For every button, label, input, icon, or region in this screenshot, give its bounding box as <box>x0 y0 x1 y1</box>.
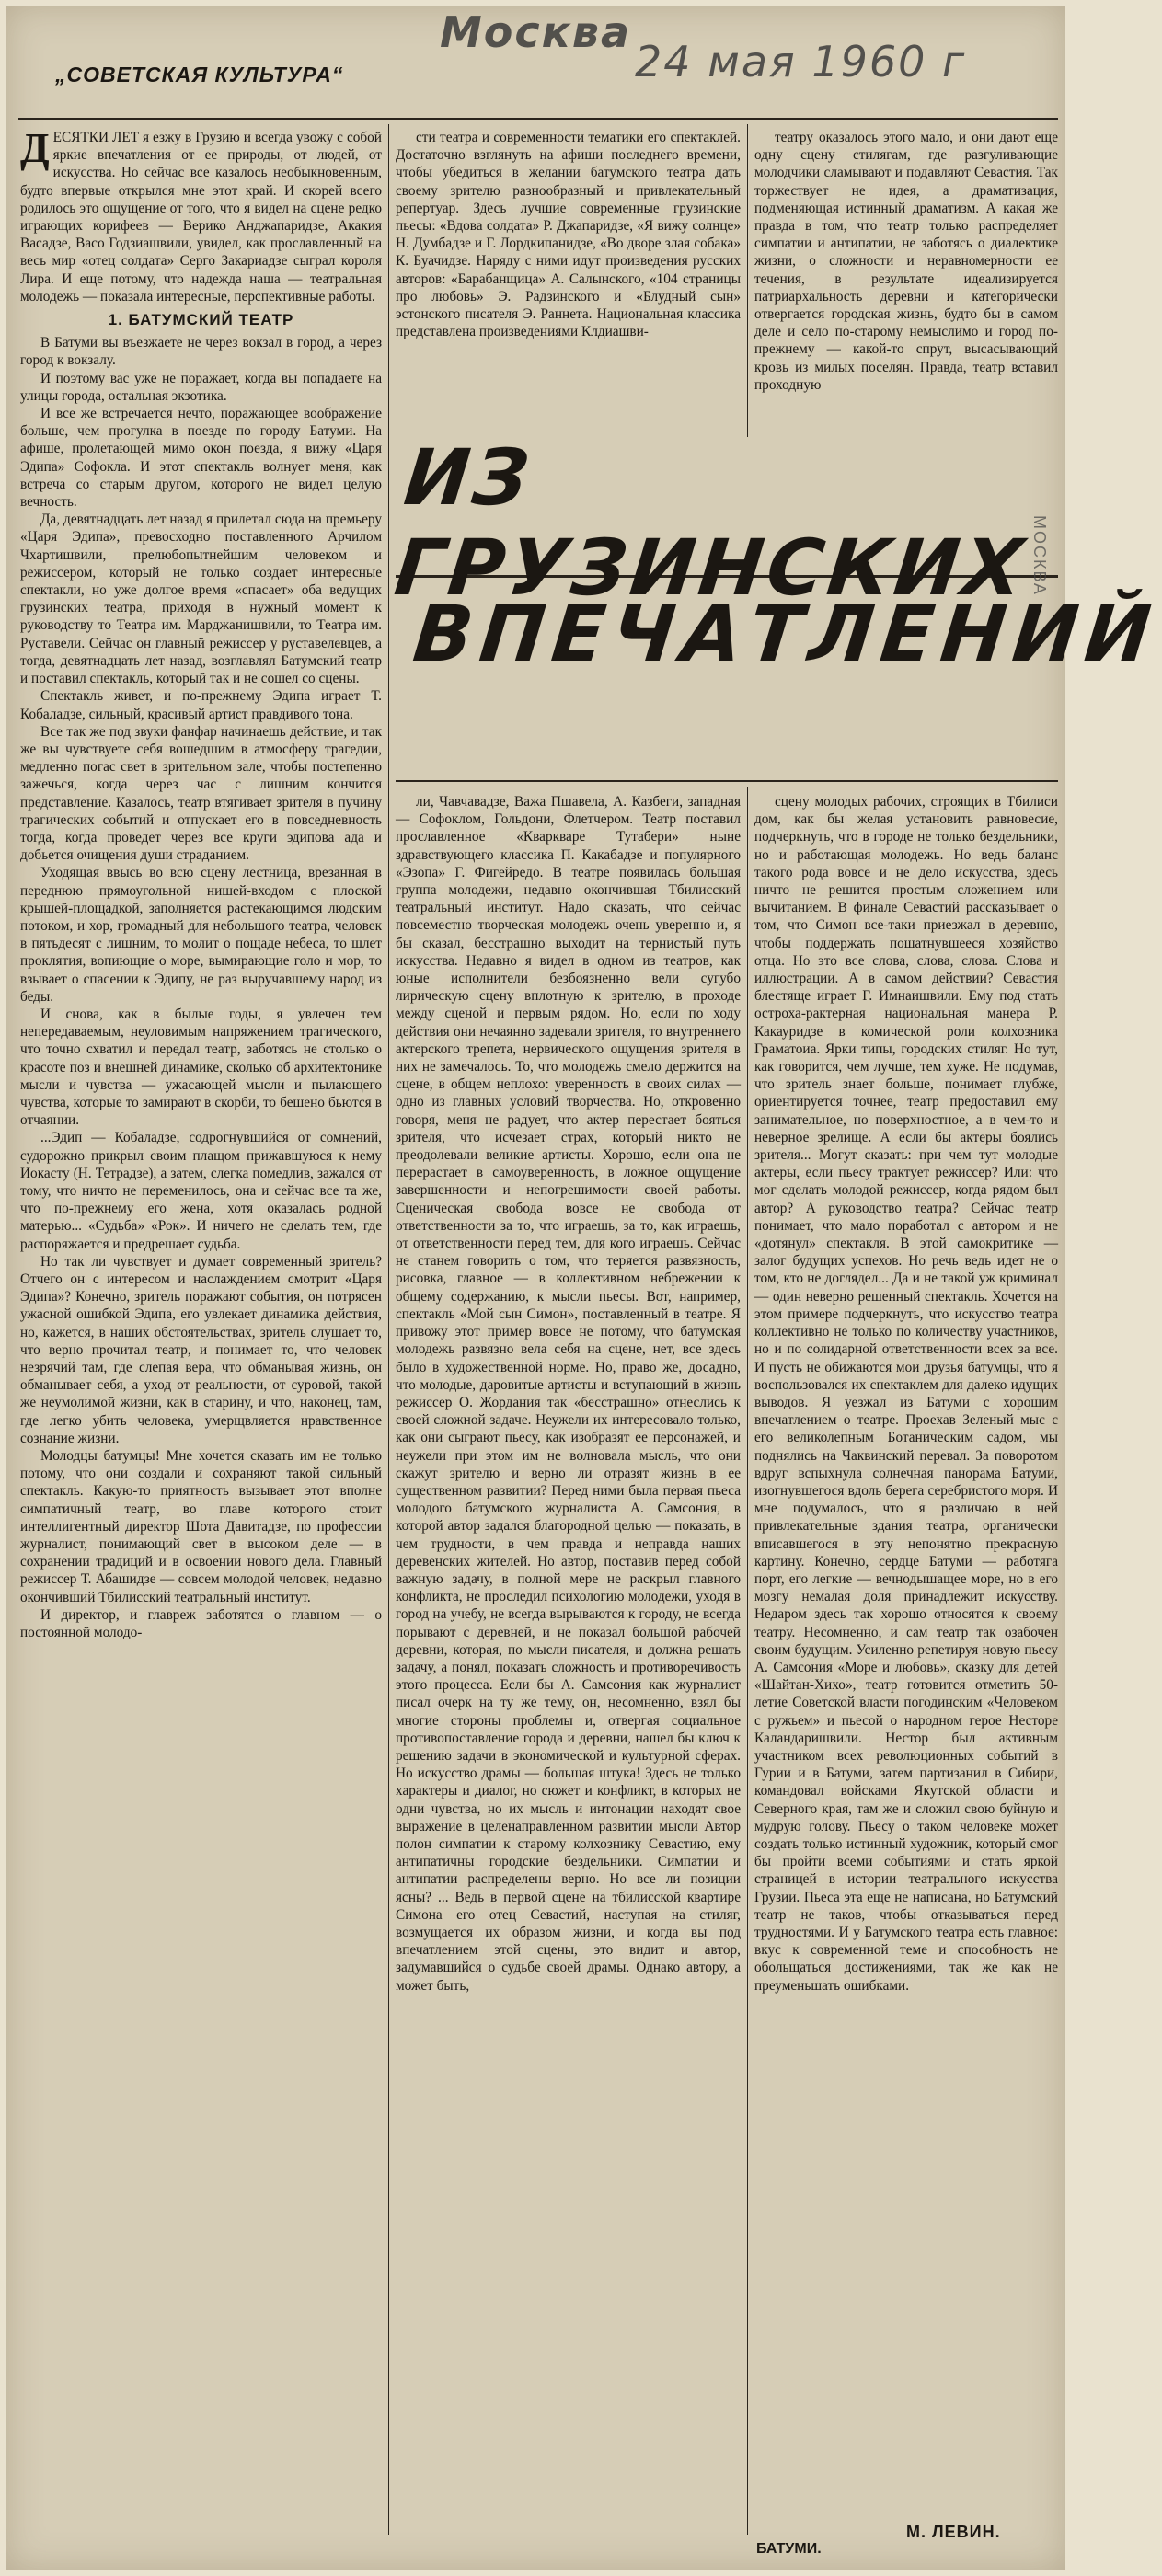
article-column-3-top <box>754 129 1058 432</box>
paragraph: И поэтому вас уже не поражает, когда вы попадаете на улицы города, остальная экзотика. <box>20 370 382 404</box>
byline-place: БАТУМИ. <box>756 2541 822 2557</box>
handwritten-city: Москва <box>440 7 632 57</box>
column-rule-2 <box>747 124 748 437</box>
headline-line-2: ВПЕЧАТЛЕНИЙ <box>408 589 1162 679</box>
paragraph: ...Эдип — Кобаладзе, содрогнувшийся от сомнений, судорожно прикрыл своим плащом прижавшуюся к нему Иокасту (Н. Тетрадзе), а затем, слегка помедлив, зажался от тому, что ничто не переменилось, она и сейчас все та же, что по-прежнему его жена, хотя оказалась родной матерью... «Судьба» «Рок». И ничего не сделать тем, где распоряжается и предрешает судьба. <box>20 1130 382 1252</box>
headline-line-1: ИЗ ГРУЗИНСКИХ <box>390 432 1031 613</box>
byline-author: М. ЛЕВИН. <box>906 2523 1001 2541</box>
masthead: „СОВЕТСКАЯ КУЛЬТУРА“ <box>55 63 344 86</box>
section-heading: 1. БАТУМСКИЙ ТЕАТР <box>108 311 294 329</box>
drop-cap: Д <box>20 124 50 171</box>
paragraph: Уходящая ввысь во всю сцену лестница, врезанная в переднюю прямоугольной нишей-входом с плоской крышей-площадкой, заполняется растекающимся людским потоком, и хор, громадный для небольшого театра, человек в пятьдесят с лишним, то молит о пощаде небеса, то шлет проклятия, вопиющие о море, вымирающие голо и мор, то взывает о спасении к Эдипу, не раз выручавшему народ из беды. <box>20 865 382 1005</box>
article-column-2-top <box>396 129 741 423</box>
paragraph: сцену молодых рабочих, строящих в Тбилиси дом, как бы желая установить равновесие, подчеркнуть, что в городе не только бездельники, но и работающая молодежь. Но ведь баланс такого рода вовсе и не дело искусства, здесь ничто не решится простым сложением или вычитанием. В финале Севастий рассказывает о том, что Симон все-таки приезжал в деревню, чтобы поддержать пошатнувшееся хозяйство отца. Но это все слова, слова, слова. Слова и иллюстрации. А в самом действии? Севастия блестяще играет Г. Имнаишвили. Ему под стать остроха-рактерная национальная манера Р. Какауридзе в комической роли колхозника Граматоиа. Ярки типы, городских стиляг. Но тут, как говорится, чем лучше, тем хуже. Не подумав, что зритель знает больше, понимает глубже, ориентируется точнее, театр предоставил ему занимательное, но поверхностное, а в чем-то и неверное зрелище. А если бы актеры боялись зрителя... Могут сказать: при чем тут молодые актеры, если пьесу трактует режиссер? Или: что мог сделать молодой режиссер, когда рядом был автор? А руководство театра? Сейчас театр понимает, что мало поработал с автором и не «дотянул» спектакля. В этой самокритике — залог будущих успехов. Но речь ведь идет не о том, кто не доглядел... Да и не такой уж криминал — один неверно решенный спектакль. Хочется на этом примере подчеркнуть, что искусство театра коллективно не только по количеству участников, но и по солидарной ответственности всех за все. И пусть не обижаются мои друзья батумцы, что я воспользовался их спектаклем для далеко идущих выводов. Я уезжал из Батуми с хорошим впечатлением о театре. Проехав Зеленый мыс с его великолепным Ботаническим садом, мы поднялись на Чаквинский перевал. За поворотом вдруг вспыхнула солнечная панорама Батуми, изогнувшегося вдоль берега серебристого моря. И мне подумалось, что я различаю в ней привлекательные здания театра, органически вписавшегося в эту непонятно прекрасную картину. Конечно, сердце Батуми — работяга порт, его легкие — вечнодышащее море, но в его мозгу немалая доля принадлежит искусству. Недаром здесь так хорошо относятся к своему театру. Несомненно, и сам театр так озабочен своим будущим. Усиленно репетируя новую пьесу А. Самсония «Море и любовь», сказку для детей «Шайтан-Хихо», театр готовится отметить 50-летие Советской власти погодинским «Человеком с ружьем» и пьесой о народном герое Несторе Каландаришвили. Нестор был активным участником всех революционных событий в Гурии и в Батуми, затем партизанил в Сибири, командовал войсками Якутской области и Северного края, там же и сложил свою буйную и мудрую голову. Пьесу о таком человеке может создать только истинный художник, который смог бы пройти всеми событиями и стать яркой страницей в истории театрального искусства Грузии. Пьеса эта еще не написана, но Батумский театр не таков, чтобы отказываться перед трудностями. И у Батумского театра есть главное: вкус к современной теме и способность не обольщаться достижениями, так же как не преуменьшать ошибками. <box>754 794 1058 1994</box>
paragraph: И директор, и главреж заботятся о главном — о постоянной молодо- <box>20 1606 382 1641</box>
paragraph: ли, Чавчавадзе, Важа Пшавела, А. Казбеги, западная — Софоклом, Гольдони, Флетчером. Театр поставил прославленное «Кваркваре Тутабери» ныне здравствующего классика П. Какабадзе и популярного «Эзопа» Г. Фигейредо. В театре появилась большая группа молодежи, недавно окончившая Тбилисский театральный институт. Надо сказать, что сейчас повсеместно творческая молодежь очень уверенно и, я бы сказал, бесстрашно выходит на тернистый путь искусства. Недавно я видел в одном из театров, как юные исполнители безбоязненно вели сугубо лирическую сцену вплотную к зрителю, в проходе между сценой и первым рядом. Но, если по ходу действия они нечаянно задевали зрителя, то внутреннего актерского трепета, нервического ощущения зрителя в них не замечалось. То, что молодежь смело держится на сцене, в общем неплохо: уверенность в своих силах — одно из главных условий творчества. Но, откровенно говоря, меня не радует, что актер перестает бояться зрителя, что исчезает страх, который никто не преодолевали великие артисты. Хорошо, если она не перерастает в самоуверенность, в ложное ощущение завершенности и непогрешимости своей работы. Сценическая свобода вовсе не свобода от ответственности за то, что играешь, за то, как играешь, от ответственности перед тем, для кого играешь. Сейчас не станем говорить о том, что теряется развязность, рисовка, главное — в коллективном небрежении к общему содержанию, к мысли пьесы. Вот, например, спектакль «Мой сын Симон», поставленный в театре. Я привожу этот пример вовсе не потому, что батумская молодежь развязно вела себя на сцене, нет, все здесь было в художественной норме. Но, право же, досадно, что молодые, даровитые артисты и вступающий в жизнь режиссер О. Жордания так «бесстрашно» отнеслись к своей сложной задаче. Неужели их интересовало только, как они сыграют пьесу, как изобразят ее персонажей, и неужели при этом им не волновала мысль, что они скажут зрителю и верно ли отразят жизнь в ее существенном развитии? Перед ними была первая пьеса молодого батумского журналиста А. Самсония, в которой автор задался благородной целью — показать, в чем трудности, в чем правда и неправда наших деревенских жителей. Но автор, поставив перед собой важную задачу, в полной мере не раскрыл главного конфликта, не проследил психологию молодежи, уходя в город на учебу, не всегда вырываются к городу, не всегда порывают с деревней, и не показал большой рабочей деревни, которая, по мысли писателя, и должна решать задачу, а понял, показать сложность и противоречивость этого процесса. Если бы А. Самсония как журналист писал очерк на ту же тему, он, несомненно, взял бы многие стороны проблемы и, отвергая социальное противопоставление города и деревни, нашел бы ключ к решению задачи в экономической и культурной сферах. Но искусство драмы — большая штука! Здесь не только характеры и диалог, но сюжет и конфликт, в которых не одни чувства, но их мысль и интонации находят свое выражение в целенаправленном развитии мысли Автор полон симпатии к старому колхознику Севастию, ему антипатичны городские бездельники. Симпатии и антипатии распределены верно. Но все ли позиции ясны? ... Ведь в первой сцене на тбилисской квартире Симона его отец Севастий, наступая на стиляг, возмущается их образом жизни, и когда вы под впечатлением этой сцены, это видит и автор, задумавшийся о судьбе своей драмы. Однако автору, а может быть, <box>396 794 741 1994</box>
paragraph: Но так ли чувствует и думает современный зритель? Отчего он с интересом и наслаждением смотрит «Царя Эдипа»? Конечно, зритель поражают события, он потрясен ужасной ошибкой Эдипа, его увлекает динамика действия, но, кажется, в наших обстоятельствах, зритель слушает то, что верно прочитал театр, и понимает то, что человек незрячий там, где слепая вера, что обманывая жизнь, он обманывает себя, а уход от реальности, от суровой, такой же неумолимой жизни, как в старину, и что, наконец, там, где легко убить человека, умерщвляется нравственное сознание жизни. <box>20 1253 382 1446</box>
paragraph: ЕСЯТКИ ЛЕТ я езжу в Грузию и всегда увожу с собой яркие впечатления от ее природы, от людей, от искусства. Но сейчас все казалось необыкновенным, будто впервые открылся мне этот край. И скорей всего родилось это ощущение от того, что я видел на сцене редко играющих корифеев — Верико Анджапаридзе, Акакия Васадзе, Васо Годзиашвили, увидел, как прославленный на весь мир «отец солдата» Серго Закариадзе сыграл короля Лира. И еще потому, что надежда наша — театральная молодежь — показала интересные, перспективные работы. <box>20 130 382 305</box>
paragraph: сти театра и современности тематики его спектаклей. Достаточно взглянуть на афиши последнего времени, чтобы убедиться в желании батумского театра дать своему зрителю разнообразный и привлекательный репертуар. Здесь лучшие современные грузинские пьесы: «Вдова солдата» Р. Джапаридзе, «Я вижу солнце» Н. Думбадзе и Г. Лордкипанидзе, «Во дворе злая собака» К. Буачидзе. Наряду с ними идут произведения русских авторов: «Барабанщица» А. Салынского, «104 страницы про любовь» Э. Радзинского и «Блудный сын» эстонского писателя Э. Раннета. Национальная классика представлена произведениями Клдиашви- <box>396 130 741 340</box>
paragraph: Все так же под звуки фанфар начинаешь действие, и так же вы чувствуете себя вошедшим в атмосферу трагедии, медленно погас свет в зрительном зале, чтобы постепенно зажечься, когда через час с лишним кончится представление. Казалось, театр втягивает зрителя в пучину трагических событий и отпускает его в повседневность тогда, когда проведет через все круги эдипова ада и добьется очищения души страданием. <box>20 723 382 864</box>
paragraph: Молодцы батумцы! Мне хочется сказать им не только потому, что они создали и сохраняют такой сильный спектакль. Какую-то приятность вызывает этот вполне симпатичный театр, во главе которого стоит интеллигентный директор Шота Давитадзе, по профессии журналист, понимающий свет в высоком деле — в сохранении традиций и в освоении нового дела. Главный режиссер Т. Абашидзе — совсем молодой человек, недавно окончивший Тбилисский театральный институт. <box>20 1448 382 1605</box>
top-rule <box>18 118 1058 120</box>
stamp-text: МОСКВА <box>1030 515 1049 596</box>
paragraph: И снова, как в былые годы, я увлечен тем непередаваемым, неуловимым напряжением трагического, что точно схватил и передал театр, заботясь не столько о красоте поз и внешней динамике, сколько об архитектонике мысли и чувства — ужасающей мысли и пылающего чувства, которые то замирают в скорби, то бешено бьются в отчаянии. <box>20 1006 382 1129</box>
paragraph: Спектакль живет, и по-прежнему Эдипа играет Т. Кобаладзе, сильный, красивый артист правдивого тона. <box>20 688 382 722</box>
column-rule-3 <box>747 787 748 2535</box>
article-column-3-bottom <box>754 793 1058 2541</box>
article-column-2-bottom <box>396 793 741 2541</box>
handwritten-date: 24 мая 1960 г <box>635 37 967 86</box>
paragraph: Да, девятнадцать лет назад я прилетал сюда на премьеру «Царя Эдипа», превосходно поставленного Арчилом Чхартишвили, прелюбопытнейшим человеком и режиссером, который не только создает интересные спектакли, но уже долгое время «спасает» оба ведущих грузинских театра, приходя в нужный момент к руководству то Театра им. Марджанишвили, то Театра им. Руставели. Сейчас он главный режиссер у руставелевцев, а тогда, девятнадцать лет назад, возглавлял Батумский театр и поставил спектакль, который так и не сошел со сцены. <box>20 512 382 687</box>
column-rule-1 <box>388 124 389 2535</box>
paragraph: И все же встречается нечто, поражающее воображение больше, чем прогулка в поезде по городу Батуми. На афише, пролетающей мимо окон поезда, я вижу «Царя Эдипа» Софокла. И этот спектакль волнует меня, как встреча со старым другом, которого не видел целую вечность. <box>20 406 382 511</box>
paragraph: театру оказалось этого мало, и они дают еще одну сцену стилягам, где разгуливающие молодчики сламывают и подавляют Севастия. Так торжествует не идея, а драматизация, подменяющая истинный драматизм. А какая же правда в том, что театр только распределяет симпатии и антипатии, не заботясь о диалектике жизни, о сложности и неравномерности ее течения, в результате идеализируется патриархальность деревни и категорически отвергается городская жизнь, будто бы в самом деле и село по-старому немыслимо и город по-прежнему — какой-то спрут, высасывающий кровь из милых поселян. Правда, театр вставил проходную <box>754 130 1058 393</box>
headline-rule-bottom <box>396 780 1058 782</box>
paragraph: В Батуми вы въезжаете не через вокзал в город, а через город к вокзалу. <box>20 335 382 369</box>
article-column-1 <box>20 124 382 2539</box>
